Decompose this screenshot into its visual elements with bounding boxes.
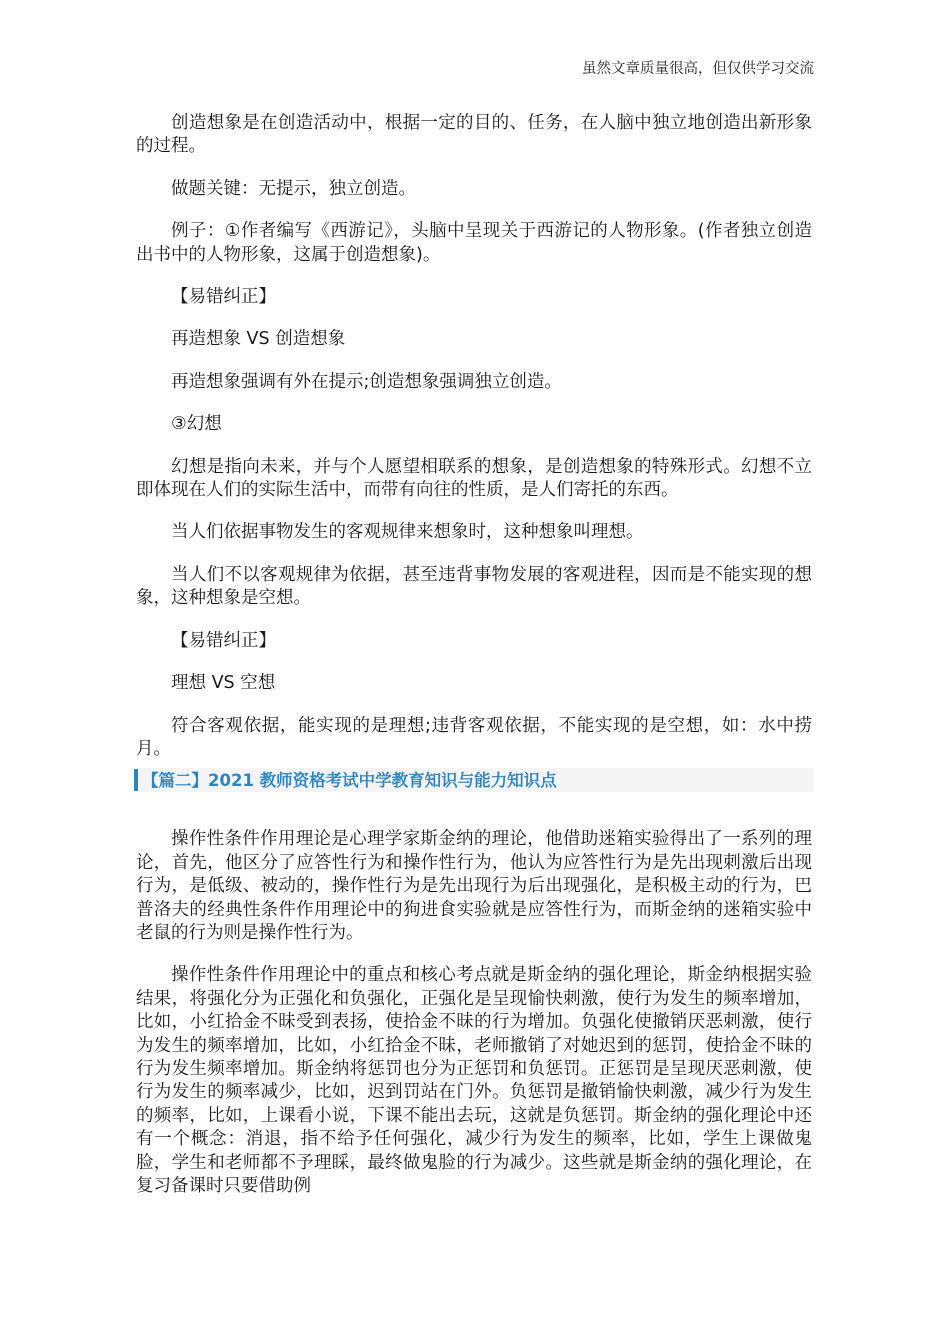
paragraph: 再造想象强调有外在提示;创造想象强调独立创造。: [171, 371, 562, 392]
paragraph: ③幻想: [171, 414, 222, 435]
paragraph: 做题关键：无提示，独立创造。: [171, 178, 416, 199]
paragraph: 【易错纠正】: [171, 287, 276, 308]
paragraph: 理想 VS 空想: [171, 673, 276, 694]
paragraph: 例子：①作者编写《西游记》，头脑中呈现关于西游记的人物形象。(作者独立创造出书中的人物形象，这属于创造想象)。: [136, 221, 812, 265]
paragraph: 当人们不以客观规律为依据，甚至违背事物发展的客观进程，因而是不能实现的想象，这种想象是空想。: [136, 564, 812, 609]
paragraph: 再造想象 VS 创造想象: [171, 329, 346, 350]
paragraph: 符合客观依据，能实现的是理想;违背客观依据，不能实现的是空想，如：水中捞月。: [136, 715, 812, 759]
paragraph: 操作性条件作用理论中的重点和核心考点就是斯金纳的强化理论，斯金纳根据实验结果，将强化分为正强化和负强化，正强化是呈现愉快刺激，使行为发生的频率增加，比如，小红拾金不昧受到表扬，使拾金不昧的行为增加。负强化使撤销厌恶刺激，使行为发生的频率增加，比如，小红拾金不昧，老师撤销了对她迟到的惩罚，使拾金不昧的行为发生频率增加。斯金纳将惩罚也分为正惩罚和负惩罚。正惩罚是呈现厌恶刺激，使行为发生的频率减少，比如，迟到罚站在门外。负惩罚是撤销愉快刺激，减少行为发生的频率，比如，上课看小说，下课不能出去玩，这就是负惩罚。斯金纳的强化理论中还有一个概念：消退，指不给予任何强化，减少行为发生的频率，比如，学生上课做鬼脸，学生和老师都不予理睬，最终做鬼脸的行为减少。这些就是斯金纳的强化理论，在复习备课时只要借助例: [136, 965, 812, 1196]
paragraph: 当人们依据事物发生的客观规律来想象时，这种想象叫理想。: [171, 522, 644, 543]
paragraph: 幻想是指向未来，并与个人愿望相联系的想象，是创造想象的特殊形式。幻想不立即体现在人们的实际生活中，而带有向往的性质，是人们寄托的东西。: [136, 456, 812, 501]
document-body: [136, 112, 812, 1217]
paragraph: 创造想象是在创造活动中，根据一定的目的、任务，在人脑中独立地创造出新形象的过程。: [136, 113, 812, 157]
section-title: 【篇二】2021 教师资格考试中学教育知识与能力知识点: [142, 770, 557, 790]
paragraph: 【易错纠正】: [171, 630, 276, 651]
header-disclaimer: 虽然文章质量很高，但仅供学习交流: [582, 61, 814, 77]
section-marker: [134, 769, 138, 791]
section-heading: [134, 768, 814, 792]
paragraph: 操作性条件作用理论是心理学家斯金纳的理论，他借助迷箱实验得出了一系列的理论，首先，他区分了应答性行为和操作性行为，他认为应答性行为是先出现刺激后出现行为，是低级、被动的，操作性行为是先出现行为后出现强化，是积极主动的行为，巴普洛夫的经典性条件作用理论中的狗进食实验就是应答性行为，而斯金纳的迷箱实验中老鼠的行为则是操作性行为。: [136, 829, 812, 943]
